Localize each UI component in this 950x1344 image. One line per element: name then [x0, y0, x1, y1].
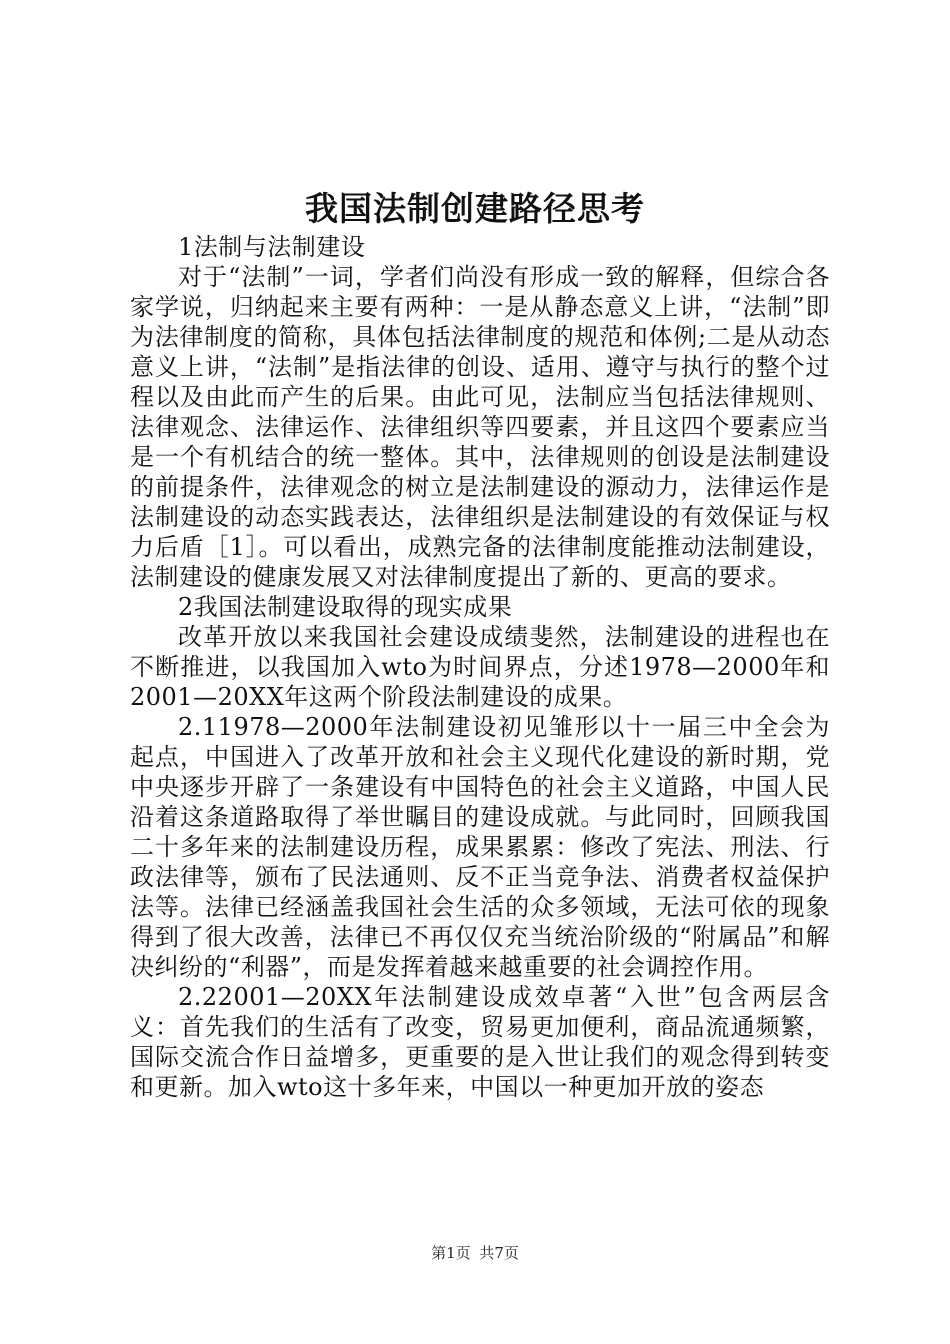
page-number: 第1页	[431, 1244, 471, 1262]
paragraph-reform-overview: 改革开放以来我国社会建设成绩斐然，法制建设的进程也在不断推进，以我国加入wto为时间界点，分述1978—2000年和2001—20XX年这两个阶段法制建设的成果。	[130, 623, 830, 711]
paragraph-section-2-2: 2.22001—20XX年法制建设成效卓著“入世”包含两层含义：首先我们的生活有了改变，贸易更加便利，商品流通频繁，国际交流合作日益增多，更重要的是入世让我们的观念得到转变和更新。加入wto这十多年来，中国以一种更加开放的姿态	[130, 983, 830, 1101]
paragraph-section-2-1: 2.11978—2000年法制建设初见雏形以十一届三中全会为起点，中国进入了改革开放和社会主义现代化建设的新时期，党中央逐步开辟了一条建设有中国特色的社会主义道路，中国人民沿着这条道路取得了举世瞩目的建设成就。与此同时，回顾我国二十多年来的法制建设历程，成果累累：修改了宪法、刑法、行政法律等，颁布了民法通则、反不正当竞争法、消费者权益保护法等。法律已经涵盖我国社会生活的众多领域，无法可依的现象得到了很大改善，法律已不再仅仅充当统治阶级的“附属品”和解决纠纷的“利器”，而是发挥着越来越重要的社会调控作用。	[130, 713, 830, 981]
paragraph-legal-definition: 对于“法制”一词，学者们尚没有形成一致的解释，但综合各家学说，归纳起来主要有两种：一是从静态意义上讲，“法制”即为法律制度的简称，具体包括法律制度的规范和体例;二是从动态意义上讲，“法制”是指法律的创设、适用、遵守与执行的整个过程以及由此而产生的后果。由此可见，法制应当包括法律规则、法律观念、法律运作、法律组织等四要素，并且这四个要素应当是一个有机结合的统一整体。其中，法律规则的创设是法制建设的前提条件，法律观念的树立是法制建设的源动力，法律运作是法制建设的动态实践表达，法律组织是法制建设的有效保证与权力后盾［1］。可以看出，成熟完备的法律制度能推动法制建设，法制建设的健康发展又对法律制度提出了新的、更高的要求。	[130, 263, 830, 591]
section-heading-1: 1法制与法制建设	[178, 233, 366, 261]
section-heading-2: 2我国法制建设取得的现实成果	[178, 593, 513, 621]
page-total: 共7页	[479, 1244, 519, 1262]
page-footer	[0, 1243, 950, 1263]
document-title: 我国法制创建路径思考	[305, 189, 645, 228]
document-body	[130, 232, 830, 1102]
